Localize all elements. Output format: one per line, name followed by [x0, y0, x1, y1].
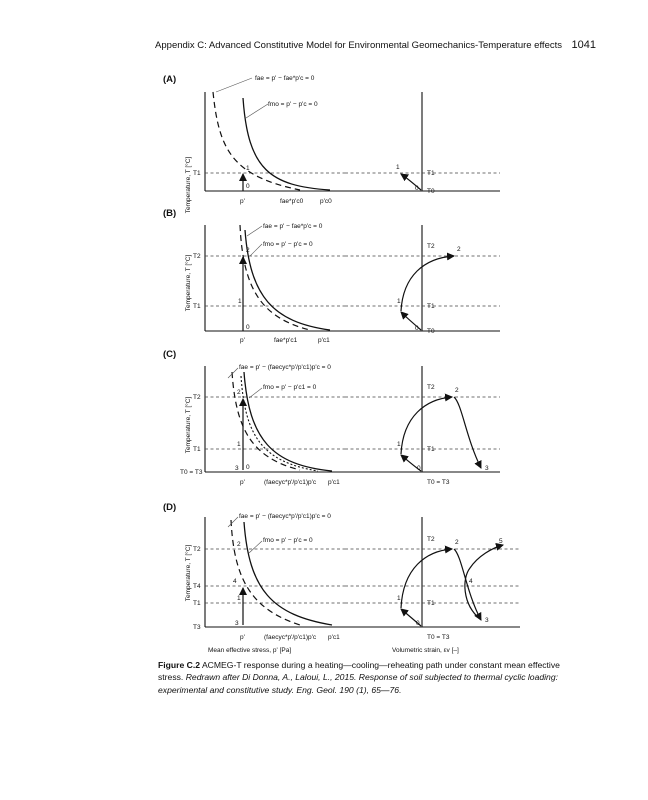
- right-point-label: 2: [455, 387, 459, 394]
- tick-label-t1: T1: [193, 303, 201, 310]
- right-point-label: 3: [485, 465, 489, 472]
- leader-line: [216, 78, 252, 92]
- point-label: 1: [246, 165, 250, 172]
- right-tick-label: T2: [427, 243, 435, 250]
- right-point-label: 3: [485, 617, 489, 624]
- equation-fmo: fmo = p' − p'c = 0: [263, 537, 313, 544]
- point-label: 1: [237, 595, 241, 602]
- leader-line: [246, 104, 268, 118]
- leader-line: [249, 388, 262, 398]
- y-axis-label: Temperature, T [°C]: [185, 396, 192, 454]
- panel-label: (A): [163, 74, 177, 85]
- panel-label: (D): [163, 502, 177, 513]
- point-label: 3: [235, 465, 239, 472]
- panel-a: [163, 74, 500, 213]
- leader-line: [228, 368, 238, 378]
- tick-label-pc1: p'c1: [318, 337, 330, 344]
- right-x-axis-label: Volumetric strain, εv [–]: [392, 647, 459, 654]
- caption-reference: Redrawn after Di Donna, A., Laloui, L., 2015. Response of soil subjected to thermal cyclic loading: experimental and constitutive study. Eng. Geol. 190 (1), 65—76.: [158, 672, 558, 695]
- equation-fmo: fmo = p' − p'c = 0: [268, 101, 318, 108]
- right-tick-label: T1: [427, 446, 435, 453]
- right-point-label: 0: [417, 465, 421, 472]
- right-tick-label: T1: [427, 600, 435, 607]
- right-point-label: 1: [397, 595, 401, 602]
- tick-label-fae-cyclic: (faecyc*p'/p'c1)p'c: [264, 634, 317, 641]
- tick-label-p: p': [240, 634, 245, 641]
- tick-label-pc0: p'c0: [320, 198, 332, 205]
- tick-label-pc1: p'c1: [328, 634, 340, 641]
- point-label: 4: [233, 578, 237, 585]
- tick-label-t4: T4: [193, 583, 201, 590]
- point-label: 1: [237, 441, 241, 448]
- right-tick-label: T0: [427, 328, 435, 335]
- yield-curve-fae: [231, 520, 300, 625]
- right-tick-label: T1: [427, 170, 435, 177]
- point-label: 0: [246, 464, 250, 471]
- running-title: Appendix C: Advanced Constitutive Model for Environmental Geomechanics-Temperature effects: [155, 40, 562, 51]
- tick-label-fae-pc1: fae*p'c1: [274, 337, 298, 344]
- caption-label: Figure C.2: [158, 660, 201, 670]
- right-point-label: 0: [415, 185, 419, 192]
- panel-label: (B): [163, 208, 177, 219]
- point-label: 2: [237, 389, 241, 396]
- right-tick-label: T1: [427, 303, 435, 310]
- leader-line: [250, 244, 262, 256]
- tick-label-t2: T2: [193, 394, 201, 401]
- strain-path-recooling: [454, 397, 481, 468]
- tick-label-t1: T1: [193, 600, 201, 607]
- right-tick-label: T0 = T3: [427, 479, 450, 486]
- right-tick-label: T0: [427, 188, 435, 195]
- equation-fae: fae = p' − fae*p'c = 0: [263, 223, 323, 230]
- tick-label-t1: T1: [193, 446, 201, 453]
- tick-label-pc1: p'c1: [328, 479, 340, 486]
- tick-label-fae-cyclic: (faecyc*p'/p'c1)p'c: [264, 479, 317, 486]
- equation-fae: fae = p' − fae*p'c = 0: [255, 75, 315, 82]
- x-axis-label: Mean effective stress, p' [Pa]: [208, 647, 292, 654]
- panel-label: (C): [163, 349, 177, 360]
- tick-label-t0-t3: T0 = T3: [180, 469, 203, 476]
- right-point-label: 2: [455, 539, 459, 546]
- leader-line: [228, 517, 238, 527]
- right-point-label: 4: [469, 578, 473, 585]
- panel-c: [163, 349, 500, 486]
- leader-line: [247, 226, 262, 236]
- equation-fae: fae = p' − (faecyc*p'/p'c1)p'c = 0: [239, 364, 331, 371]
- y-axis-label: Temperature, T [°C]: [185, 254, 192, 312]
- tick-label-t3: T3: [193, 624, 201, 631]
- tick-label-t1: T1: [193, 170, 201, 177]
- right-point-label: 1: [396, 164, 400, 171]
- point-label: 3: [235, 620, 239, 627]
- equation-fae: fae = p' − (faecyc*p'/p'c1)p'c = 0: [239, 513, 331, 520]
- right-tick-label: T2: [427, 536, 435, 543]
- right-point-label: 2: [457, 246, 461, 253]
- equation-fmo: fmo = p' − p'c1 = 0: [263, 384, 317, 391]
- point-label: 0: [246, 183, 250, 190]
- tick-label-p: p': [240, 198, 245, 205]
- tick-label-p: p': [240, 337, 245, 344]
- tick-label-p: p': [240, 479, 245, 486]
- right-point-label: 5: [499, 538, 503, 545]
- point-label: 2: [246, 247, 250, 254]
- right-tick-label: T2: [427, 384, 435, 391]
- right-point-label: 0: [415, 325, 419, 332]
- right-tick-label: T0 = T3: [427, 634, 450, 641]
- tick-label-fae-pc0: fae*p'c0: [280, 198, 304, 205]
- right-point-label: 1: [397, 298, 401, 305]
- right-point-label: 0: [416, 620, 420, 627]
- page-number: 1041: [571, 39, 596, 51]
- right-point-label: 1: [397, 441, 401, 448]
- caption-text: ACMEG-T response during a heating—cooling—reheating path under constant mean effective stress.: [158, 660, 560, 683]
- tick-label-t2: T2: [193, 546, 201, 553]
- y-axis-label: Temperature, T [°C]: [185, 544, 192, 602]
- leader-line: [249, 541, 262, 553]
- equation-fmo: fmo = p' − p'c = 0: [263, 241, 313, 248]
- point-label: 2: [237, 541, 241, 548]
- panel-d: [163, 502, 520, 654]
- panel-b: [163, 208, 500, 344]
- figure-caption: [158, 659, 568, 696]
- point-label: 1: [238, 298, 242, 305]
- point-label: 0: [246, 324, 250, 331]
- tick-label-t2: T2: [193, 253, 201, 260]
- y-axis-label: Temperature, T [°C]: [185, 156, 192, 214]
